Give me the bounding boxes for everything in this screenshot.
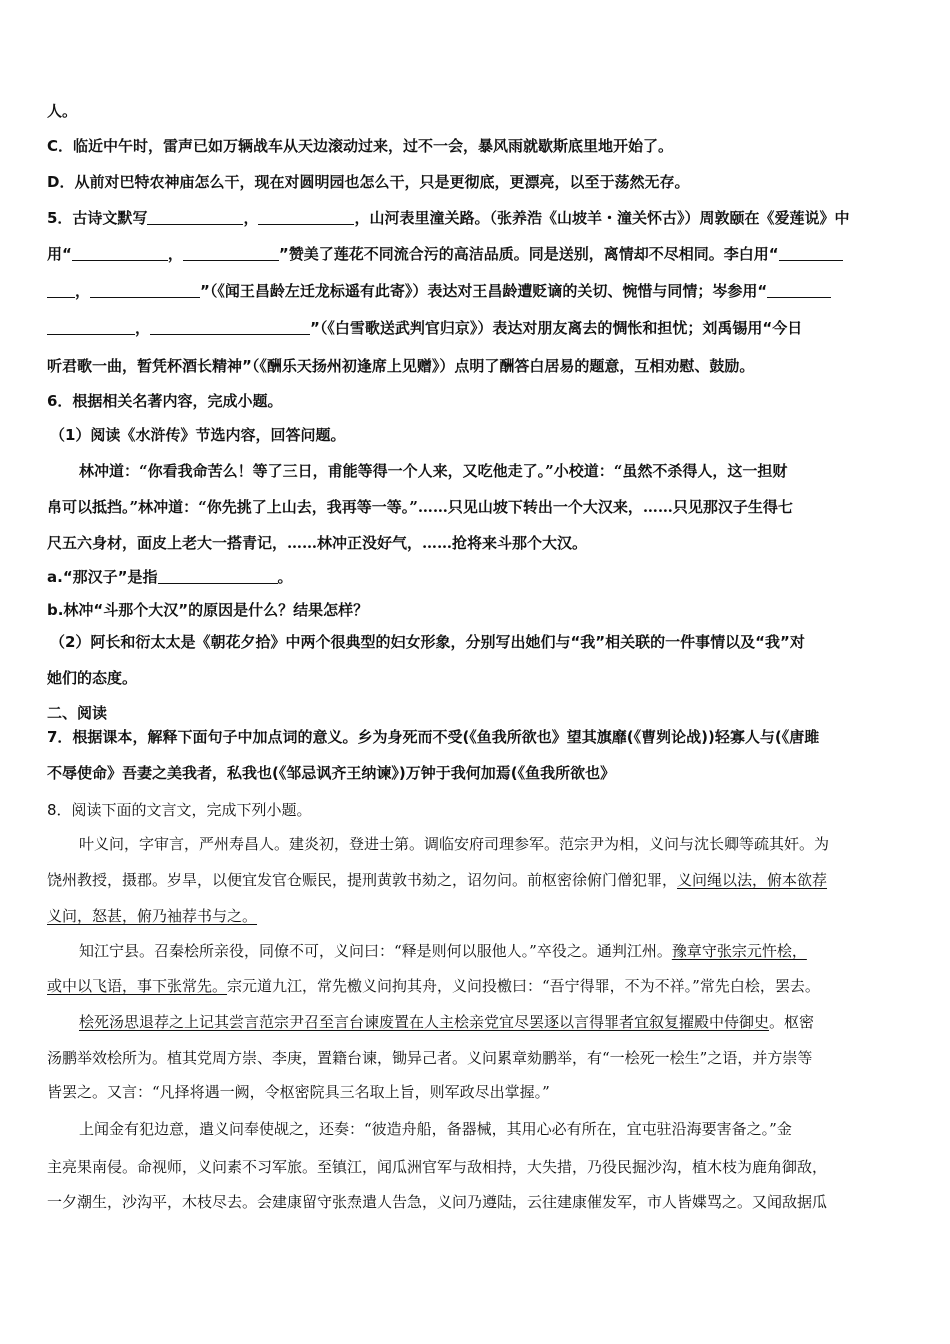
passage-line: 一夕潮生，沙沟平，木枝尽去。会建康留守张焘遣人告急，义问乃遵陆，云往建康催发军，市人皆媟骂之。又闻敌据瓜: [47, 1193, 828, 1211]
answer-blank: [779, 245, 843, 261]
passage-line: [47, 870, 909, 892]
underlined-sentence: 或中以飞语，事下张常先。: [47, 977, 228, 995]
q5-line-5: 听君歌一曲，暂凭杯酒长精神”（《酬乐天扬州初逢席上见赠》）点明了酬答白居易的题意，互相劝慰、鼓励。: [47, 357, 755, 375]
q5-text: ”（《白雪歌送武判官归京》）表达对朋友离去的惆怅和担忧；刘禹锡用“今日: [310, 319, 803, 337]
underlined-sentence: 义问绳以法，俯本欲荐: [677, 871, 828, 889]
excerpt-line: 尺五六身材，面皮上老大一搭青记，……林冲正没好气，……抢将来斗那个大汉。: [47, 534, 588, 552]
section-heading: 二、阅读: [47, 704, 108, 722]
q5-text: ，: [167, 245, 183, 263]
excerpt-line: 帛可以抵挡。”林冲道：“你先挑了上山去，我再等一等。”……只见山坡下转出一个大汉来，……只见那汉子生得七: [47, 498, 793, 516]
excerpt-line: 林冲道：“你看我命苦么！等了三日，甫能等得一个人来，又吃他走了。”小校道：“虽然不杀得人，这一担财: [79, 462, 788, 480]
q6-part-2-cont: 她们的态度。: [47, 669, 138, 687]
q6-title: 6．根据相关名著内容，完成小题。: [47, 392, 283, 410]
answer-blank: [147, 209, 243, 225]
q5-text: 5．古诗文默写: [47, 209, 148, 227]
q7-line-1: 7．根据课本，解释下面句子中加点词的意义。乡为身死而不受(《鱼我所欲也》望其旗靡(《曹刿论战))轻寡人与(《唐雎: [47, 728, 820, 746]
answer-blank: [183, 245, 279, 261]
answer-blank: [72, 245, 168, 261]
q5-text: ，: [75, 282, 91, 300]
q6-text: a.“那汉子”是指: [47, 568, 158, 586]
q5-line-1: [47, 208, 909, 230]
passage-line: 主亮果南侵。命视师，义问素不习军旅。至镇江，闻瓜洲官军与敌相持，大失措，乃役民掘沙沟，植木枝为鹿角御敌，: [47, 1158, 828, 1176]
passage-text: 宗元道九江，常先檄义问拘其舟，义问投檄曰：“吾宁得罪，不为不祥。”常先白桧，罢去。: [227, 977, 820, 995]
underlined-sentence: 义问，怒甚，俯乃袖荐书与之。: [47, 907, 258, 925]
passage-line: 皆罢之。又言：“凡择将遇一阙，令枢密院具三名取上旨，则军政尽出掌握。”: [47, 1083, 550, 1101]
q5-text: ，: [243, 209, 259, 227]
answer-blank: [47, 282, 75, 298]
q5-line-4: [47, 318, 909, 340]
answer-blank: [158, 568, 278, 584]
q6-item-a: [47, 567, 909, 589]
passage-line: 汤鹏举效桧所为。植其党周方崇、李庚，置籍台谏，锄异己者。义问累章劾鹏举，有“一桧死一桧生”之语，并方崇等: [47, 1049, 813, 1067]
q5-text: ”（《闻王昌龄左迁龙标遥有此寄》）表达对王昌龄遭贬谪的关切、惋惜与同情；岑参用“: [200, 282, 768, 300]
passage-text: 饶州教授，摄郡。岁旱，以便宜发官仓赈民，提刑黄敦书劾之，诏勿问。前枢密徐俯门僧犯罪，: [47, 871, 678, 889]
option-c: C．临近中午时，雷声已如万辆战车从天边滚动过来，过不一会，暴风雨就歇斯底里地开始了。: [47, 137, 674, 155]
answer-blank: [90, 282, 200, 298]
q5-text: ，: [135, 319, 151, 337]
option-d: D．从前对巴特农神庙怎么干，现在对圆明园也怎么干，只是更彻底，更漂亮，以至于荡然无存。: [47, 173, 690, 191]
q6-part-2: （2）阿长和衍太太是《朝花夕拾》中两个很典型的妇女形象，分别写出她们与“我”相关联的一件事情以及“我”对: [50, 633, 805, 651]
q6-item-b: b.林冲“斗那个大汉”的原因是什么？结果怎样？: [47, 601, 369, 619]
q5-text: 用“: [47, 245, 72, 263]
q7-line-2: 不辱使命》吾妻之美我者，私我也(《邹忌讽齐王纳谏》)万钟于我何加焉(《鱼我所欲也》: [47, 764, 616, 782]
q5-text: ”赞美了莲花不同流合污的高洁品质。同是送别，离情却不尽相同。李白用“: [278, 245, 779, 263]
passage-text: 。枢密: [769, 1013, 815, 1031]
underlined-sentence: 桧死汤思退荐之上记其尝言范宗尹召至言台谏废置在人主桧亲党宜尽罢逐以言得罪者宜叙复擢殿中侍御史: [79, 1013, 770, 1031]
passage-line: [47, 976, 909, 998]
q8-title: 8．阅读下面的文言文，完成下列小题。: [47, 801, 312, 819]
q6-part-1: （1）阅读《水浒传》节选内容，回答问题。: [50, 426, 346, 444]
answer-blank: [767, 282, 831, 298]
answer-blank: [150, 319, 310, 335]
passage-line: [79, 1012, 909, 1034]
q5-line-3: [47, 281, 909, 303]
q5-line-2: [47, 244, 909, 266]
passage-line: 叶义问，字审言，严州寿昌人。建炎初，登进士第。调临安府司理参军。范宗尹为相，义问与沈长卿等疏其奸。为: [79, 835, 830, 853]
text-line: 人。: [47, 102, 78, 120]
answer-blank: [47, 319, 135, 335]
passage-line: 上闻金有犯边意，遣义问奉使觇之，还奏：“彼造舟船，备器械，其用心必有所在，宜屯驻沿海要害备之。”金: [79, 1120, 792, 1138]
q6-text: 。: [277, 568, 293, 586]
answer-blank: [258, 209, 354, 225]
passage-text: 知江宁县。召秦桧所亲役，同僚不可，义问曰：“释是则何以服他人。”卒役之。通判江州。: [79, 942, 672, 960]
q5-text: ，山河表里潼关路。（张养浩《山坡羊・潼关怀古》）周敦颐在《爱莲说》中: [354, 209, 850, 227]
underlined-sentence: 豫章守张宗元忤桧，: [671, 942, 807, 960]
passage-line: [47, 906, 909, 928]
passage-line: [79, 941, 909, 963]
